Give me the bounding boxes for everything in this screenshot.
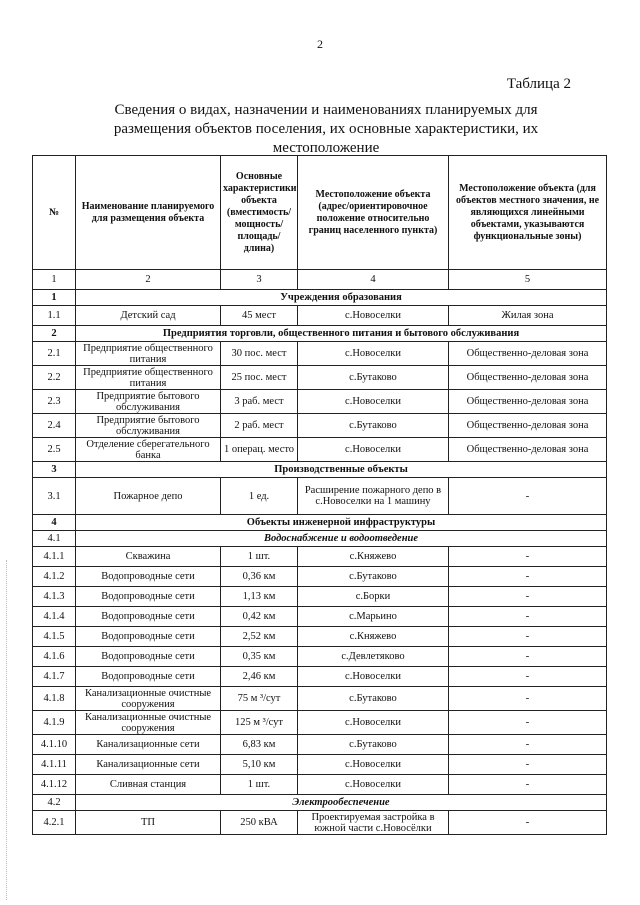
table-row xyxy=(33,547,607,567)
object-name: ТП xyxy=(76,811,221,835)
functional-zone: Общественно-деловая зона xyxy=(449,438,607,462)
table-row xyxy=(33,647,607,667)
row-number: 4.1.6 xyxy=(33,647,76,667)
functional-zone: Общественно-деловая зона xyxy=(449,414,607,438)
object-name: Предприятие бытового обслуживания xyxy=(76,390,221,414)
object-characteristics: 30 пос. мест xyxy=(221,342,298,366)
object-location: с.Новоселки xyxy=(298,306,449,326)
column-number-row xyxy=(33,270,607,290)
section-row xyxy=(33,290,607,306)
functional-zone: - xyxy=(449,811,607,835)
functional-zone: - xyxy=(449,547,607,567)
row-number: 2.2 xyxy=(33,366,76,390)
object-name: Канализационные сети xyxy=(76,735,221,755)
object-characteristics: 2,52 км xyxy=(221,627,298,647)
row-number: 2.3 xyxy=(33,390,76,414)
object-characteristics: 0,42 км xyxy=(221,607,298,627)
object-characteristics: 75 м ³/сут xyxy=(221,687,298,711)
row-number: 1 xyxy=(33,290,76,306)
table-row xyxy=(33,735,607,755)
object-location: с.Новоселки xyxy=(298,342,449,366)
table-row xyxy=(33,711,607,735)
object-characteristics: 2,46 км xyxy=(221,667,298,687)
row-number: 2.4 xyxy=(33,414,76,438)
functional-zone: Жилая зона xyxy=(449,306,607,326)
object-name: Сливная станция xyxy=(76,775,221,795)
header-characteristics: Основные характеристики объекта (вместимость/ мощность/ площадь/ длина) xyxy=(221,156,298,270)
object-location: с.Борки xyxy=(298,587,449,607)
row-number: 2.5 xyxy=(33,438,76,462)
header-location: Местоположение объекта (адрес/ориентировочное положение относительно границ населенного пункта) xyxy=(298,156,449,270)
functional-zone: - xyxy=(449,607,607,627)
header-row xyxy=(33,156,607,270)
section-row xyxy=(33,326,607,342)
object-name: Водопроводные сети xyxy=(76,627,221,647)
object-characteristics: 1,13 км xyxy=(221,587,298,607)
table-label: Таблица 2 xyxy=(506,76,571,92)
row-number: 2.1 xyxy=(33,342,76,366)
table-row xyxy=(33,775,607,795)
table-row xyxy=(33,687,607,711)
row-number: 4 xyxy=(33,515,76,531)
object-location: с.Бутаково xyxy=(298,567,449,587)
row-number: 4.1.2 xyxy=(33,567,76,587)
object-location: с.Бутаково xyxy=(298,735,449,755)
column-number: 5 xyxy=(449,270,607,290)
object-characteristics: 6,83 км xyxy=(221,735,298,755)
object-location: с.Новоселки xyxy=(298,667,449,687)
row-number: 3.1 xyxy=(33,478,76,515)
object-name: Предприятие бытового обслуживания xyxy=(76,414,221,438)
row-number: 3 xyxy=(33,462,76,478)
object-location: с.Новоселки xyxy=(298,438,449,462)
object-characteristics: 0,35 км xyxy=(221,647,298,667)
row-number: 4.1 xyxy=(33,531,76,547)
object-name: Скважина xyxy=(76,547,221,567)
row-number: 2 xyxy=(33,326,76,342)
object-location: с.Бутаково xyxy=(298,366,449,390)
row-number: 4.1.12 xyxy=(33,775,76,795)
column-number: 3 xyxy=(221,270,298,290)
objects-table xyxy=(32,155,607,835)
functional-zone: - xyxy=(449,775,607,795)
table-row xyxy=(33,627,607,647)
section-title: Учреждения образования xyxy=(76,290,607,306)
object-name: Предприятие общественного питания xyxy=(76,342,221,366)
section-title: Объекты инженерной инфраструктуры xyxy=(76,515,607,531)
column-number: 2 xyxy=(76,270,221,290)
row-number: 1.1 xyxy=(33,306,76,326)
object-location: с.Княжево xyxy=(298,627,449,647)
table-row xyxy=(33,366,607,390)
object-location: с.Бутаково xyxy=(298,414,449,438)
object-location: Расширение пожарного депо в с.Новоселки на 1 машину xyxy=(298,478,449,515)
table-row xyxy=(33,342,607,366)
row-number: 4.1.11 xyxy=(33,755,76,775)
table-row xyxy=(33,811,607,835)
object-characteristics: 25 пос. мест xyxy=(221,366,298,390)
header-number: № xyxy=(33,156,76,270)
section-title: Производственные объекты xyxy=(76,462,607,478)
section-row xyxy=(33,515,607,531)
object-name: Водопроводные сети xyxy=(76,607,221,627)
object-name: Водопроводные сети xyxy=(76,667,221,687)
table-row xyxy=(33,478,607,515)
column-number: 4 xyxy=(298,270,449,290)
functional-zone: - xyxy=(449,755,607,775)
object-characteristics: 3 раб. мест xyxy=(221,390,298,414)
row-number: 4.2.1 xyxy=(33,811,76,835)
row-number: 4.1.7 xyxy=(33,667,76,687)
row-number: 4.1.5 xyxy=(33,627,76,647)
object-characteristics: 125 м ³/сут xyxy=(221,711,298,735)
row-number: 4.2 xyxy=(33,795,76,811)
header-name: Наименование планируемого для размещения объекта xyxy=(76,156,221,270)
object-name: Канализационные очистные сооружения xyxy=(76,687,221,711)
functional-zone: - xyxy=(449,735,607,755)
object-characteristics: 1 шт. xyxy=(221,775,298,795)
object-name: Пожарное депо xyxy=(76,478,221,515)
object-name: Отделение сберегательного банка xyxy=(76,438,221,462)
row-number: 4.1.1 xyxy=(33,547,76,567)
object-location: с.Марьино xyxy=(298,607,449,627)
section-title: Предприятия торговли, общественного питания и бытового обслуживания xyxy=(76,326,607,342)
subsection-title: Электрообеспечение xyxy=(76,795,607,811)
object-characteristics: 1 шт. xyxy=(221,547,298,567)
table-row xyxy=(33,414,607,438)
subsection-row xyxy=(33,795,607,811)
row-number: 4.1.10 xyxy=(33,735,76,755)
object-location: с.Бутаково xyxy=(298,687,449,711)
object-name: Детский сад xyxy=(76,306,221,326)
object-name: Водопроводные сети xyxy=(76,647,221,667)
object-location: с.Девлетяково xyxy=(298,647,449,667)
object-location: с.Новоселки xyxy=(298,775,449,795)
row-number: 4.1.3 xyxy=(33,587,76,607)
scan-margin-line xyxy=(6,560,7,900)
table-row xyxy=(33,607,607,627)
functional-zone: - xyxy=(449,587,607,607)
table-row xyxy=(33,390,607,414)
object-name: Канализационные очистные сооружения xyxy=(76,711,221,735)
functional-zone: Общественно-деловая зона xyxy=(449,390,607,414)
object-name: Канализационные сети xyxy=(76,755,221,775)
table-caption: Сведения о видах, назначении и наименованиях планируемых для размещения объектов поселения, их основные характеристики, их местоположение xyxy=(113,102,539,156)
object-characteristics: 250 кВА xyxy=(221,811,298,835)
functional-zone: - xyxy=(449,667,607,687)
table-row xyxy=(33,587,607,607)
row-number: 4.1.9 xyxy=(33,711,76,735)
object-location: с.Новоселки xyxy=(298,390,449,414)
row-number: 4.1.4 xyxy=(33,607,76,627)
functional-zone: - xyxy=(449,687,607,711)
object-location: Проектируемая застройка в южной части с.Новосёлки xyxy=(298,811,449,835)
section-row xyxy=(33,462,607,478)
object-characteristics: 5,10 км xyxy=(221,755,298,775)
object-characteristics: 1 ед. xyxy=(221,478,298,515)
functional-zone: Общественно-деловая зона xyxy=(449,342,607,366)
object-characteristics: 45 мест xyxy=(221,306,298,326)
object-name: Водопроводные сети xyxy=(76,587,221,607)
functional-zone: - xyxy=(449,711,607,735)
functional-zone: Общественно-деловая зона xyxy=(449,366,607,390)
object-location: с.Княжево xyxy=(298,547,449,567)
header-zone: Местоположение объекта (для объектов местного значения, не являющихся линейными объектами, указываются функциональные зоны) xyxy=(449,156,607,270)
table-row xyxy=(33,667,607,687)
table-body xyxy=(33,290,607,835)
functional-zone: - xyxy=(449,647,607,667)
table-row xyxy=(33,306,607,326)
subsection-row xyxy=(33,531,607,547)
object-characteristics: 2 раб. мест xyxy=(221,414,298,438)
page-number: 2 xyxy=(317,37,323,51)
object-characteristics: 0,36 км xyxy=(221,567,298,587)
functional-zone: - xyxy=(449,627,607,647)
object-name: Предприятие общественного питания xyxy=(76,366,221,390)
object-location: с.Новоселки xyxy=(298,755,449,775)
table-row xyxy=(33,755,607,775)
object-location: с.Новоселки xyxy=(298,711,449,735)
functional-zone: - xyxy=(449,567,607,587)
object-name: Водопроводные сети xyxy=(76,567,221,587)
column-number: 1 xyxy=(33,270,76,290)
object-characteristics: 1 операц. место xyxy=(221,438,298,462)
functional-zone: - xyxy=(449,478,607,515)
table-row xyxy=(33,438,607,462)
row-number: 4.1.8 xyxy=(33,687,76,711)
table-row xyxy=(33,567,607,587)
subsection-title: Водоснабжение и водоотведение xyxy=(76,531,607,547)
